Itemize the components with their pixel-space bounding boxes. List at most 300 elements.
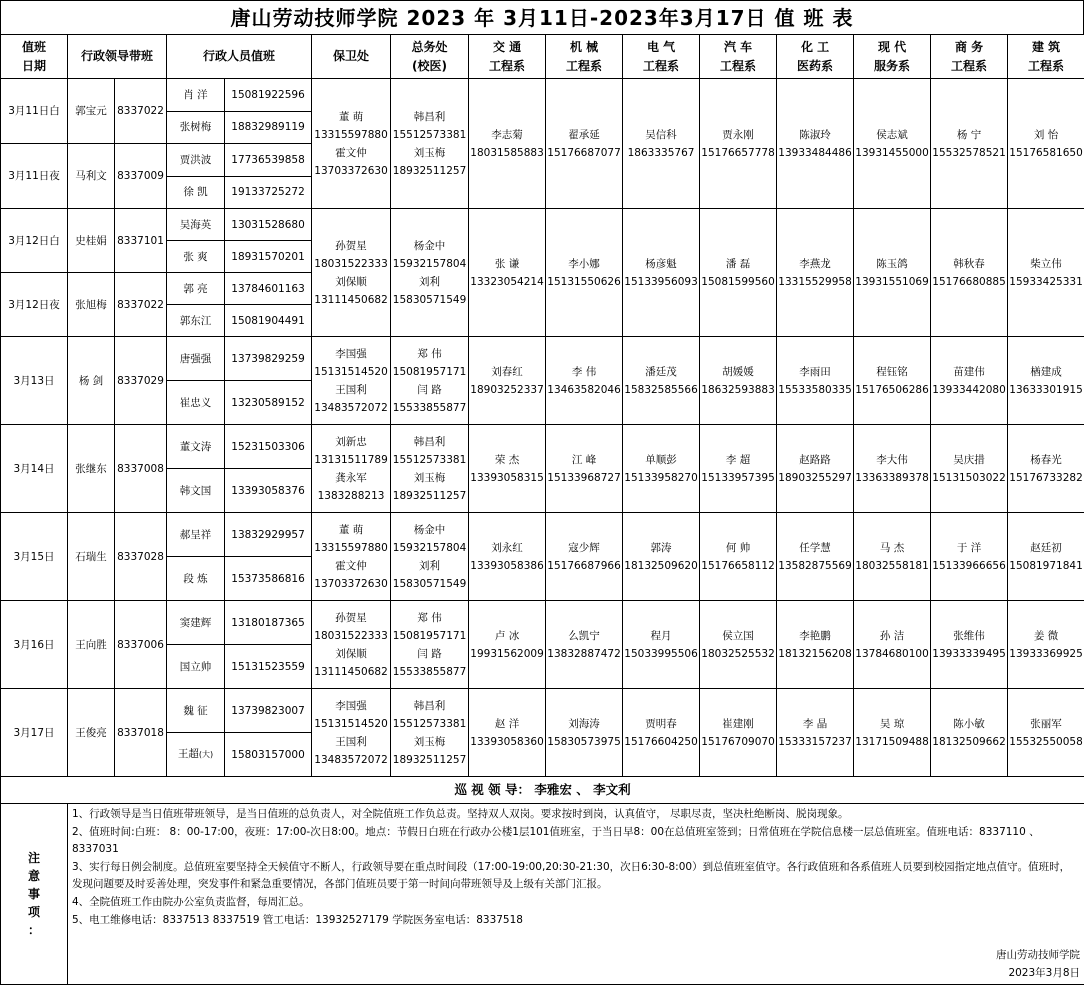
cell-line: 机 械 [546, 38, 622, 57]
cell-line: 19931562009 [469, 645, 545, 663]
cell-line: 王国利 [312, 381, 390, 399]
cell-line: 18932511257 [391, 751, 468, 769]
security-duty [312, 689, 391, 777]
leader-phone: 8337006 [115, 601, 167, 689]
staff-name: 窦建辉 [167, 601, 225, 645]
staff-phone: 15081922596 [225, 79, 312, 112]
cell-line: 13483572072 [312, 751, 390, 769]
duty-date: 3月16日 [1, 601, 68, 689]
cell-line: 杨金中 [391, 237, 468, 255]
cell-line: 18903255297 [777, 469, 853, 487]
dept-duty [777, 601, 854, 689]
dept-duty [1008, 79, 1084, 209]
cell-line: 闫 路 [391, 645, 468, 663]
cell-line: 15830571549 [391, 575, 468, 593]
cell-line: 韩秋春 [931, 255, 1007, 273]
cell-line: 15081957171 [391, 363, 468, 381]
cell-line: 赵廷初 [1008, 539, 1084, 557]
cell-line: 李国强 [312, 697, 390, 715]
cell-line: 李雨田 [777, 363, 853, 381]
notes-content [68, 804, 1084, 985]
staff-phone: 18931570201 [225, 241, 312, 273]
cell-line: 刘保顺 [312, 273, 390, 291]
cell-line: 15133956093 [623, 273, 699, 291]
dept-duty [1008, 689, 1084, 777]
cell-line: 13111450682 [312, 663, 390, 681]
cell-line: 刘 怡 [1008, 126, 1084, 144]
cell-line: 15830571549 [391, 291, 468, 309]
dept-duty [854, 689, 931, 777]
cell-line: 苗建伟 [931, 363, 1007, 381]
cell-line: 15176733282 [1008, 469, 1084, 487]
cell-line: 1863335767 [623, 144, 699, 162]
cell-line: 刘玉梅 [391, 144, 468, 162]
dept-duty [1008, 601, 1084, 689]
patrol-leaders: 巡 视 领 导： 李雅宏 、 李文利 [1, 777, 1084, 804]
header-security: 保卫处 [312, 35, 391, 79]
cell-line: 15131503022 [931, 469, 1007, 487]
cell-line: 18031522333 [312, 255, 390, 273]
dept-duty [854, 337, 931, 425]
cell-line: 孙 洁 [854, 627, 930, 645]
dept-duty [700, 689, 777, 777]
cell-line: 楢建成 [1008, 363, 1084, 381]
cell-line: 孙贺星 [312, 609, 390, 627]
cell-line: 15176506286 [854, 381, 930, 399]
general-affairs-duty [391, 689, 469, 777]
dept-duty [777, 79, 854, 209]
dept-duty [700, 209, 777, 337]
cell-line: 15532578521 [931, 144, 1007, 162]
dept-duty [469, 513, 546, 601]
cell-line: 15532550058 [1008, 733, 1084, 751]
cell-line: 工程系 [700, 57, 776, 76]
cell-line: 刘新忠 [312, 433, 390, 451]
cell-line: 13933484486 [777, 144, 853, 162]
header-leader: 行政领导带班 [68, 35, 167, 79]
cell-line: 13933369925 [1008, 645, 1084, 663]
cell-line: 13931455000 [854, 144, 930, 162]
cell-line: 15176581650 [1008, 144, 1084, 162]
header-date [1, 35, 68, 79]
dept-duty [854, 209, 931, 337]
cell-line: 15133966656 [931, 557, 1007, 575]
dept-duty [777, 513, 854, 601]
cell-line: 18932511257 [391, 487, 468, 505]
dept-duty [854, 79, 931, 209]
cell-line: 刘春红 [469, 363, 545, 381]
cell-line: 18031585883 [469, 144, 545, 162]
leader-name: 杨 剑 [68, 337, 115, 425]
cell-line: 何 帅 [700, 539, 776, 557]
dept-duty [623, 601, 700, 689]
leader-phone: 8337009 [115, 144, 167, 209]
cell-line: 15932157804 [391, 539, 468, 557]
header-dept [700, 35, 777, 79]
security-duty [312, 425, 391, 513]
dept-duty [700, 601, 777, 689]
cell-line: 程钰铭 [854, 363, 930, 381]
cell-line: 13363389378 [854, 469, 930, 487]
duty-date: 3月14日 [1, 425, 68, 513]
dept-duty [469, 79, 546, 209]
cell-line: 工程系 [931, 57, 1007, 76]
duty-date: 3月15日 [1, 513, 68, 601]
staff-name: 郭东江 [167, 305, 225, 337]
cell-line: 18632593883 [700, 381, 776, 399]
cell-line: 18132156208 [777, 645, 853, 663]
dept-duty [546, 209, 623, 337]
leader-phone: 8337018 [115, 689, 167, 777]
cell-line: 15176658112 [700, 557, 776, 575]
cell-line: 李燕龙 [777, 255, 853, 273]
cell-line: 韩昌利 [391, 697, 468, 715]
cell-line: 霍文仲 [312, 557, 390, 575]
cell-line: 潘 磊 [700, 255, 776, 273]
cell-line: 韩昌利 [391, 108, 468, 126]
dept-duty [777, 337, 854, 425]
cell-line: 13582875569 [777, 557, 853, 575]
staff-phone: 13393058376 [225, 469, 312, 513]
cell-line: 柴立伟 [1008, 255, 1084, 273]
cell-line: 杨 宁 [931, 126, 1007, 144]
duty-date: 3月17日 [1, 689, 68, 777]
header-dept [931, 35, 1008, 79]
cell-line: 电 气 [623, 38, 699, 57]
staff-phone: 15373586816 [225, 557, 312, 601]
dept-duty [469, 689, 546, 777]
cell-line: 么凯宁 [546, 627, 622, 645]
cell-line: 刘永红 [469, 539, 545, 557]
cell-line: 陈淑玲 [777, 126, 853, 144]
cell-line: 13315529958 [777, 273, 853, 291]
dept-duty [931, 513, 1008, 601]
general-affairs-duty [391, 209, 469, 337]
cell-line: 姜 微 [1008, 627, 1084, 645]
cell-line: 15081957171 [391, 627, 468, 645]
header-dept [623, 35, 700, 79]
cell-line: 意 [1, 867, 67, 885]
cell-line: 闫 路 [391, 381, 468, 399]
dept-duty [623, 79, 700, 209]
staff-name: 王超(大) [167, 733, 225, 777]
signature-org: 唐山劳动技师学院 [72, 947, 1080, 965]
cell-line: 李 超 [700, 451, 776, 469]
header-row [1, 35, 1084, 79]
staff-name-note: (大) [199, 750, 213, 759]
leader-name: 史桂娟 [68, 209, 115, 273]
cell-line: 龚永军 [312, 469, 390, 487]
cell-line: 18932511257 [391, 162, 468, 180]
dept-duty [854, 601, 931, 689]
dept-duty [777, 209, 854, 337]
dept-duty [700, 337, 777, 425]
cell-line: ： [1, 921, 67, 939]
staff-phone: 17736539858 [225, 144, 312, 177]
cell-line: 郑 伟 [391, 345, 468, 363]
duty-row [1, 601, 1084, 645]
leader-name: 张继东 [68, 425, 115, 513]
cell-line: 李国强 [312, 345, 390, 363]
cell-line: 董 萌 [312, 521, 390, 539]
staff-name: 徐 凯 [167, 176, 225, 209]
staff-name: 段 炼 [167, 557, 225, 601]
cell-line: 13933339495 [931, 645, 1007, 663]
patrol-row [1, 777, 1084, 804]
signature [72, 947, 1080, 982]
dept-duty [931, 425, 1008, 513]
cell-line: 交 通 [469, 38, 545, 57]
cell-line: 13832887472 [546, 645, 622, 663]
cell-line: 李艳鹏 [777, 627, 853, 645]
cell-line: 15533855877 [391, 399, 468, 417]
cell-line: 商 务 [931, 38, 1007, 57]
cell-line: 吴庆措 [931, 451, 1007, 469]
staff-name: 董文涛 [167, 425, 225, 469]
cell-line: 13393058360 [469, 733, 545, 751]
cell-line: 韩昌利 [391, 433, 468, 451]
staff-phone: 13031528680 [225, 209, 312, 241]
duty-row [1, 337, 1084, 381]
cell-line: 赵路路 [777, 451, 853, 469]
cell-line: 陈玉鸽 [854, 255, 930, 273]
cell-line: 李 晶 [777, 715, 853, 733]
cell-line: 15932157804 [391, 255, 468, 273]
staff-phone: 15081904491 [225, 305, 312, 337]
cell-line: 赵 洋 [469, 715, 545, 733]
cell-line: 13463582046 [546, 381, 622, 399]
dept-duty [469, 425, 546, 513]
cell-line: 工程系 [546, 57, 622, 76]
cell-line: 卢 冰 [469, 627, 545, 645]
dept-duty [546, 513, 623, 601]
cell-line: 15832585566 [623, 381, 699, 399]
cell-line: 15131514520 [312, 363, 390, 381]
cell-line: (校医) [391, 57, 468, 76]
staff-name: 张 爽 [167, 241, 225, 273]
notes-row [1, 804, 1084, 985]
cell-line: 潘廷茂 [623, 363, 699, 381]
staff-phone: 13180187365 [225, 601, 312, 645]
dept-duty [931, 689, 1008, 777]
leader-phone: 8337008 [115, 425, 167, 513]
cell-line: 李小娜 [546, 255, 622, 273]
dept-duty [546, 79, 623, 209]
staff-name: 肖 洋 [167, 79, 225, 112]
cell-line: 15512573381 [391, 715, 468, 733]
note-item: 1、行政领导是当日值班带班领导，是当日值班的总负责人，对全院值班工作负总责。坚持双人双岗。要求按时到岗，认真值守， 尽职尽责，坚决杜绝断岗、脱岗现象。 [72, 806, 1080, 824]
dept-duty [1008, 425, 1084, 513]
cell-line: 15133968727 [546, 469, 622, 487]
cell-line: 13483572072 [312, 399, 390, 417]
cell-line: 13315597880 [312, 539, 390, 557]
cell-line: 事 [1, 885, 67, 903]
cell-line: 杨彦魁 [623, 255, 699, 273]
cell-line: 王国利 [312, 733, 390, 751]
header-dept [777, 35, 854, 79]
dept-duty [854, 425, 931, 513]
duty-date: 3月12日白 [1, 209, 68, 273]
duty-row [1, 79, 1084, 112]
security-duty [312, 513, 391, 601]
cell-line: 15131514520 [312, 715, 390, 733]
cell-line: 18132509662 [931, 733, 1007, 751]
header-dept [469, 35, 546, 79]
dept-duty [1008, 209, 1084, 337]
page-title: 唐山劳动技师学院 2023 年 3月11日-2023年3月17日 值 班 表 [0, 0, 1084, 34]
security-duty [312, 337, 391, 425]
duty-date: 3月12日夜 [1, 273, 68, 337]
cell-line: 13784680100 [854, 645, 930, 663]
cell-line: 15512573381 [391, 126, 468, 144]
staff-name: 郝呈祥 [167, 513, 225, 557]
staff-phone: 13739829259 [225, 337, 312, 381]
note-item: 4、全院值班工作由院办公室负责监督，每周汇总。 [72, 894, 1080, 912]
cell-line: 程月 [623, 627, 699, 645]
cell-line: 总务处 [391, 38, 468, 57]
cell-line: 刘玉梅 [391, 733, 468, 751]
cell-line: 郑 伟 [391, 609, 468, 627]
header-staff: 行政人员值班 [167, 35, 312, 79]
cell-line: 15033995506 [623, 645, 699, 663]
dept-duty [623, 425, 700, 513]
header-general [391, 35, 469, 79]
leader-name: 马利文 [68, 144, 115, 209]
staff-phone: 18832989119 [225, 111, 312, 144]
cell-line: 胡媛媛 [700, 363, 776, 381]
cell-line: 13111450682 [312, 291, 390, 309]
cell-line: 13633301915 [1008, 381, 1084, 399]
cell-line: 值班 [1, 38, 67, 57]
header-dept [546, 35, 623, 79]
cell-line: 孙贺星 [312, 237, 390, 255]
staff-phone: 13832929957 [225, 513, 312, 557]
cell-line: 13393058315 [469, 469, 545, 487]
cell-line: 吴 琼 [854, 715, 930, 733]
staff-phone: 13230589152 [225, 381, 312, 425]
cell-line: 单顺彭 [623, 451, 699, 469]
cell-line: 工程系 [623, 57, 699, 76]
note-item: 3、实行每日例会制度。总值班室要坚持全天候值守不断人，行政领导要在重点时间段（17:00-19:00,20:30-21:30，次日6:30-8:00）到总值班室值守。各行政值班和各系值班人员要到校园指定地点值守。值班时，发现问题要及时妥善处理，突发事件和紧急重要情况，各部门值班员要于第一时间向带班领导及上级有关部门汇报。 [72, 859, 1080, 894]
cell-line: 15176657778 [700, 144, 776, 162]
security-duty [312, 601, 391, 689]
dept-duty [623, 337, 700, 425]
cell-line: 现 代 [854, 38, 930, 57]
staff-name: 魏 征 [167, 689, 225, 733]
security-duty [312, 79, 391, 209]
cell-line: 15131550626 [546, 273, 622, 291]
cell-line: 13931551069 [854, 273, 930, 291]
cell-line: 15176709070 [700, 733, 776, 751]
dept-duty [931, 337, 1008, 425]
cell-line: 刘保顺 [312, 645, 390, 663]
cell-line: 18032525532 [700, 645, 776, 663]
dept-duty [469, 601, 546, 689]
staff-phone: 15231503306 [225, 425, 312, 469]
leader-name: 郭宝元 [68, 79, 115, 144]
cell-line: 贾永刚 [700, 126, 776, 144]
cell-line: 建 筑 [1008, 38, 1084, 57]
cell-line: 15933425331 [1008, 273, 1084, 291]
cell-line: 15081599560 [700, 273, 776, 291]
cell-line: 李 伟 [546, 363, 622, 381]
notes-label [1, 804, 68, 985]
dept-duty [700, 513, 777, 601]
cell-line: 汽 车 [700, 38, 776, 57]
dept-duty [623, 209, 700, 337]
cell-line: 18903252337 [469, 381, 545, 399]
staff-name: 韩文国 [167, 469, 225, 513]
leader-name: 王俊亮 [68, 689, 115, 777]
cell-line: 侯立国 [700, 627, 776, 645]
cell-line: 13315597880 [312, 126, 390, 144]
dept-duty [777, 425, 854, 513]
cell-line: 15533580335 [777, 381, 853, 399]
cell-line: 化 工 [777, 38, 853, 57]
cell-line: 15533855877 [391, 663, 468, 681]
cell-line: 15176604250 [623, 733, 699, 751]
dept-duty [546, 689, 623, 777]
duty-date: 3月11日白 [1, 79, 68, 144]
duty-row [1, 513, 1084, 557]
cell-line: 江 峰 [546, 451, 622, 469]
cell-line: 马 杰 [854, 539, 930, 557]
cell-line: 医药系 [777, 57, 853, 76]
cell-line: 18032558181 [854, 557, 930, 575]
staff-phone: 15131523559 [225, 645, 312, 689]
cell-line: 张丽军 [1008, 715, 1084, 733]
staff-name: 张树梅 [167, 111, 225, 144]
cell-line: 15512573381 [391, 451, 468, 469]
staff-name: 贾洪波 [167, 144, 225, 177]
cell-line: 注 [1, 849, 67, 867]
dept-duty [931, 209, 1008, 337]
leader-phone: 8337022 [115, 79, 167, 144]
dept-duty [469, 337, 546, 425]
cell-line: 服务系 [854, 57, 930, 76]
duty-row [1, 425, 1084, 469]
cell-line: 贾明春 [623, 715, 699, 733]
cell-line: 李志菊 [469, 126, 545, 144]
cell-line: 杨金中 [391, 521, 468, 539]
cell-line: 13703372630 [312, 575, 390, 593]
cell-line: 15176680885 [931, 273, 1007, 291]
cell-line: 13131511789 [312, 451, 390, 469]
cell-line: 13933442080 [931, 381, 1007, 399]
cell-line: 杨春光 [1008, 451, 1084, 469]
staff-phone: 15803157000 [225, 733, 312, 777]
cell-line: 15333157237 [777, 733, 853, 751]
dept-duty [469, 209, 546, 337]
staff-phone: 13784601163 [225, 273, 312, 305]
dept-duty [1008, 337, 1084, 425]
cell-line: 工程系 [1008, 57, 1084, 76]
duty-table [0, 34, 1084, 985]
cell-line: 张维伟 [931, 627, 1007, 645]
general-affairs-duty [391, 601, 469, 689]
cell-line: 工程系 [469, 57, 545, 76]
leader-phone: 8337029 [115, 337, 167, 425]
cell-line: 15176687077 [546, 144, 622, 162]
cell-line: 侯志斌 [854, 126, 930, 144]
dept-duty [1008, 513, 1084, 601]
dept-duty [546, 601, 623, 689]
leader-name: 张旭梅 [68, 273, 115, 337]
cell-line: 刘海涛 [546, 715, 622, 733]
duty-row [1, 689, 1084, 733]
cell-line: 15830573975 [546, 733, 622, 751]
staff-phone: 19133725272 [225, 176, 312, 209]
